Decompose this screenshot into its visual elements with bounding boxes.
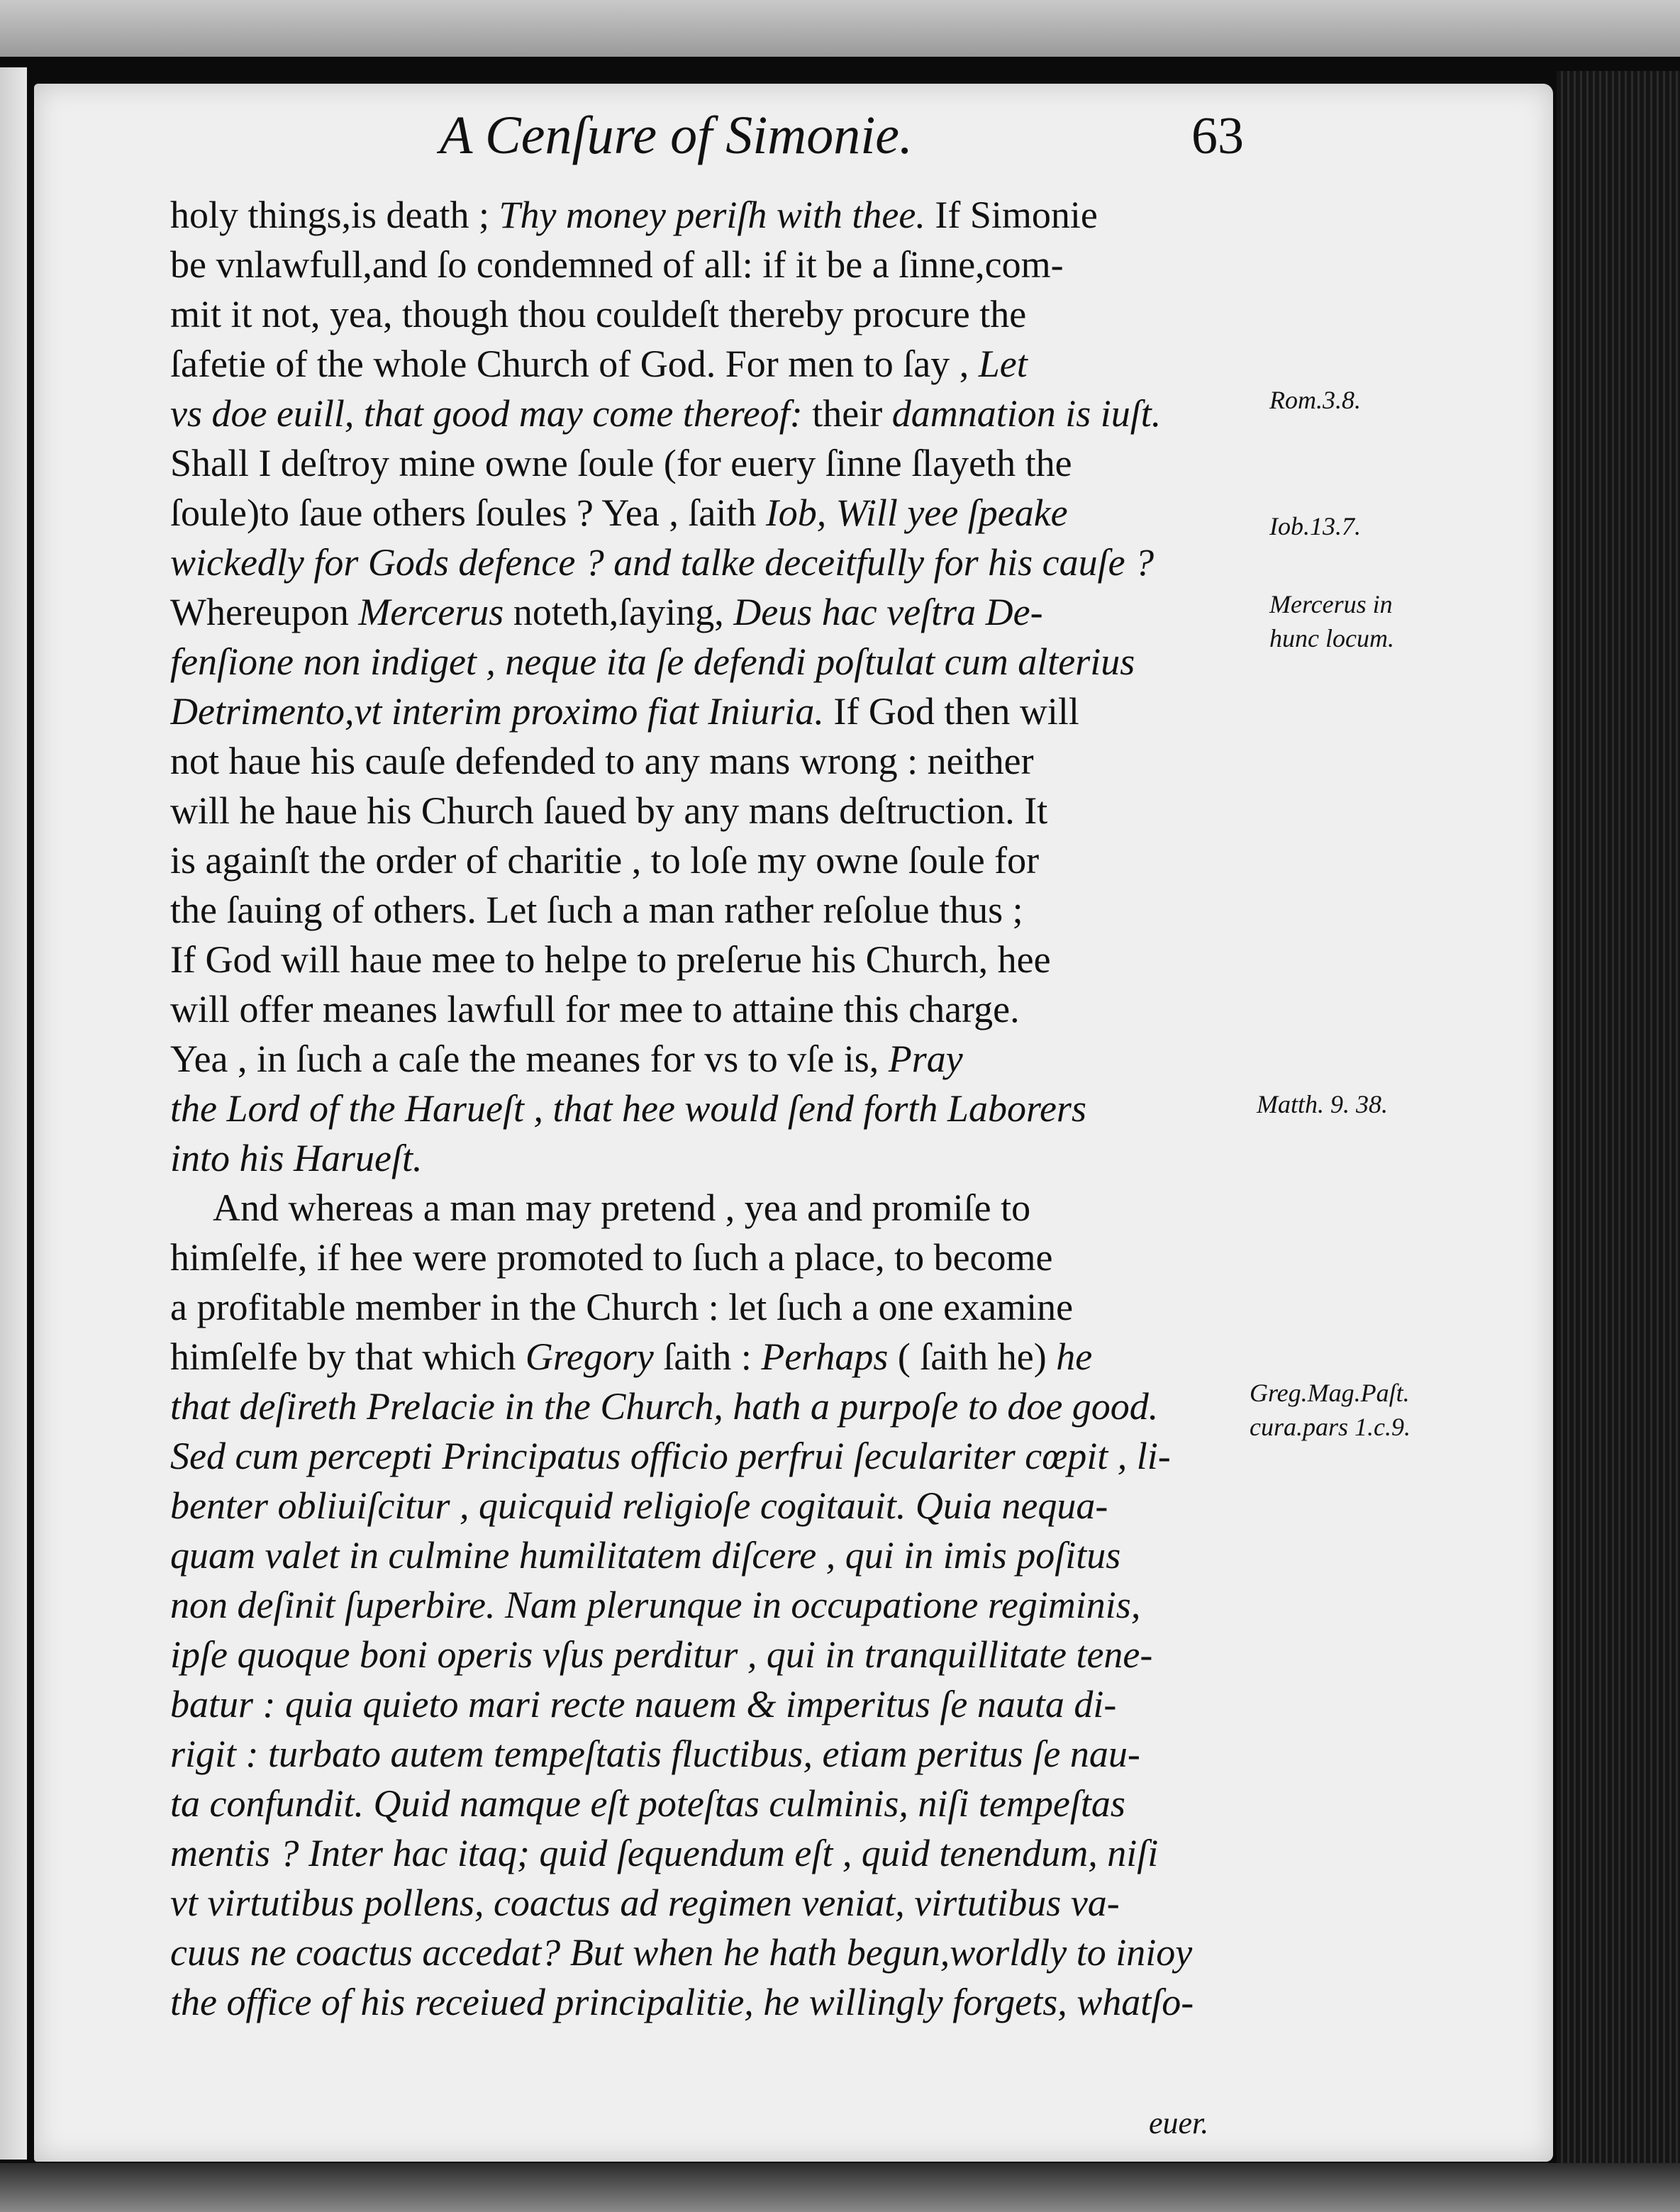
text-line <box>170 885 1262 935</box>
background-bottom <box>0 2163 1680 2212</box>
roman-span: noteth,ſaying, <box>504 591 734 633</box>
roman-span: himſelfe, if hee were promoted to ſuch a place, to become <box>170 1236 1053 1279</box>
italic-span: the Lord of the Harueſt , that hee would ſend forth Laborers <box>170 1087 1086 1130</box>
text-line <box>170 1133 1262 1183</box>
text-line <box>170 1878 1262 1928</box>
roman-span: ſoule)to ſaue others ſoules ? Yea , ſaith <box>170 491 766 534</box>
italic-span: Iob, Will yee ſpeake <box>765 491 1068 534</box>
italic-span: rigit : turbato autem tempeſtatis fluctibus, etiam peritus ſe nau- <box>170 1733 1140 1775</box>
margin-note: Greg.Mag.Paſt. cura.pars 1.c.9. <box>1250 1379 1411 1441</box>
italic-span: Perhaps <box>761 1335 889 1378</box>
text-line <box>170 190 1262 240</box>
italic-span: into his Harueſt. <box>170 1137 423 1179</box>
roman-span: If God then will <box>823 690 1079 733</box>
text-line <box>170 587 1262 637</box>
text-line <box>170 835 1262 885</box>
italic-span: mentis ? Inter hac itaq; quid ſequendum eſt , quid tenendum, niſi <box>170 1832 1159 1874</box>
italic-span: Let <box>978 343 1028 385</box>
text-line <box>170 240 1262 289</box>
text-line <box>170 1928 1262 1977</box>
page-number: 63 <box>1191 107 1244 165</box>
roman-span: be vnlawfull,and ſo condemned of all: if it be a ſinne,com- <box>170 243 1064 286</box>
roman-span: not haue his cauſe defended to any mans wrong : neither <box>170 740 1034 782</box>
roman-span: the ſauing of others. Let ſuch a man rather reſolue thus ; <box>170 889 1023 931</box>
body-text <box>170 190 1262 2027</box>
margin-note: Matth. 9. 38. <box>1257 1090 1388 1118</box>
italic-span: vs doe euill, that good may come thereof: <box>170 392 803 435</box>
text-line <box>170 687 1262 736</box>
italic-span: Mercerus <box>358 591 504 633</box>
text-line <box>170 488 1262 538</box>
text-line <box>170 637 1262 687</box>
text-line <box>170 1679 1262 1729</box>
roman-span: ſafetie of the whole Church of God. For men to ſay , <box>170 343 979 385</box>
text-line <box>170 1729 1262 1779</box>
text-line <box>170 1630 1262 1679</box>
text-line <box>170 1183 1262 1233</box>
roman-span: ( ſaith he) <box>888 1335 1057 1378</box>
italic-span: he <box>1056 1335 1093 1378</box>
roman-span: will he haue his Church ſaued by any mans deſtruction. It <box>170 789 1048 832</box>
roman-span: ſaith : <box>653 1335 762 1378</box>
italic-span: Pray <box>888 1038 963 1080</box>
text-line <box>170 1282 1262 1332</box>
text-line <box>170 1084 1262 1133</box>
italic-span: ipſe quoque boni operis vſus perditur , qui in tranquillitate tene- <box>170 1633 1153 1676</box>
roman-span: mit it not, yea, though thou couldeſt thereby procure the <box>170 293 1027 335</box>
italic-span: vt virtutibus pollens, coactus ad regimen veniat, virtutibus va- <box>170 1882 1120 1924</box>
roman-span: Shall I deſtroy mine owne ſoule (for euery ſinne ſlayeth the <box>170 442 1072 484</box>
italic-span: damnation is iuſt. <box>891 392 1162 435</box>
text-line <box>170 1828 1262 1878</box>
text-line <box>170 1977 1262 2027</box>
text-line <box>170 736 1262 786</box>
text-line <box>170 1034 1262 1084</box>
text-line <box>170 786 1262 835</box>
italic-span: wickedly for Gods defence ? and talke deceitfully for his cauſe ? <box>170 541 1155 584</box>
italic-span: Deus hac veſtra De- <box>733 591 1043 633</box>
text-line <box>170 1779 1262 1828</box>
margin-note: Rom.3.8. <box>1269 386 1361 414</box>
italic-span: Gregory <box>525 1335 654 1378</box>
text-line <box>170 538 1262 587</box>
roman-span: Yea , in ſuch a caſe the meanes for vs to vſe is, <box>170 1038 889 1080</box>
roman-span: their <box>802 392 892 435</box>
text-line <box>170 1382 1262 1431</box>
roman-span: And whereas a man may pretend , yea and promiſe to <box>213 1186 1031 1229</box>
roman-span: If Simonie <box>925 194 1098 236</box>
roman-span: will offer meanes lawfull for mee to attaine this charge. <box>170 988 1020 1030</box>
roman-span: Whereupon <box>170 591 359 633</box>
text-line <box>170 1580 1262 1630</box>
text-line <box>170 1481 1262 1530</box>
italic-span: the office of his receiued principalitie, he willingly forgets, whatſo- <box>170 1981 1194 2023</box>
italic-span: fenſione non indiget , neque ita ſe defendi poſtulat cum alterius <box>170 640 1135 683</box>
roman-span: holy things,is death ; <box>170 194 499 236</box>
roman-span: If God will haue mee to helpe to preſerue his Church, hee <box>170 938 1051 981</box>
text-line <box>170 339 1262 389</box>
text-line <box>170 1530 1262 1580</box>
text-line <box>170 1431 1262 1481</box>
italic-span: ta confundit. Quid namque eſt poteſtas culminis, niſi tempeſtas <box>170 1782 1125 1825</box>
roman-span: is againſt the order of charitie , to loſe my owne ſoule for <box>170 839 1040 882</box>
facing-page-edge <box>0 67 27 2160</box>
text-line <box>170 1332 1262 1382</box>
italic-span: quam valet in culmine humilitatem diſcere , qui in imis poſitus <box>170 1534 1121 1577</box>
italic-span: Detrimento,vt interim proximo fiat Iniuria. <box>170 690 824 733</box>
roman-span: himſelfe by that which <box>170 1335 525 1378</box>
italic-span: cuus ne coactus accedat? But when he hath begun,worldly to inioy <box>170 1931 1193 1974</box>
text-line <box>170 984 1262 1034</box>
running-head: A Cenſure of Simonie. <box>440 106 913 165</box>
background-top <box>0 0 1680 57</box>
italic-span: Sed cum percepti Principatus officio perfrui ſeculariter cœpit , li- <box>170 1435 1171 1477</box>
italic-span: that deſireth Prelacie in the Church, hath a purpoſe to doe good. <box>170 1385 1159 1428</box>
text-line <box>170 1233 1262 1282</box>
text-line <box>170 935 1262 984</box>
text-line <box>170 438 1262 488</box>
margin-note: Mercerus in hunc locum. <box>1269 590 1394 652</box>
italic-span: benter obliuiſcitur , quicquid religioſe cogitauit. Quia nequa- <box>170 1484 1108 1527</box>
italic-span: non deſinit ſuperbire. Nam plerunque in occupatione regiminis, <box>170 1584 1141 1626</box>
margin-note: Iob.13.7. <box>1269 512 1361 540</box>
roman-span: a profitable member in the Church : let ſuch a one examine <box>170 1286 1074 1328</box>
page-stack-edge <box>1557 71 1680 2170</box>
catchword: euer. <box>1149 2106 1209 2140</box>
text-line <box>170 289 1262 339</box>
text-line <box>170 389 1262 438</box>
italic-span: batur : quia quieto mari recte nauem & imperitus ſe nauta di- <box>170 1683 1117 1725</box>
italic-span: Thy money periſh with thee. <box>499 194 925 236</box>
